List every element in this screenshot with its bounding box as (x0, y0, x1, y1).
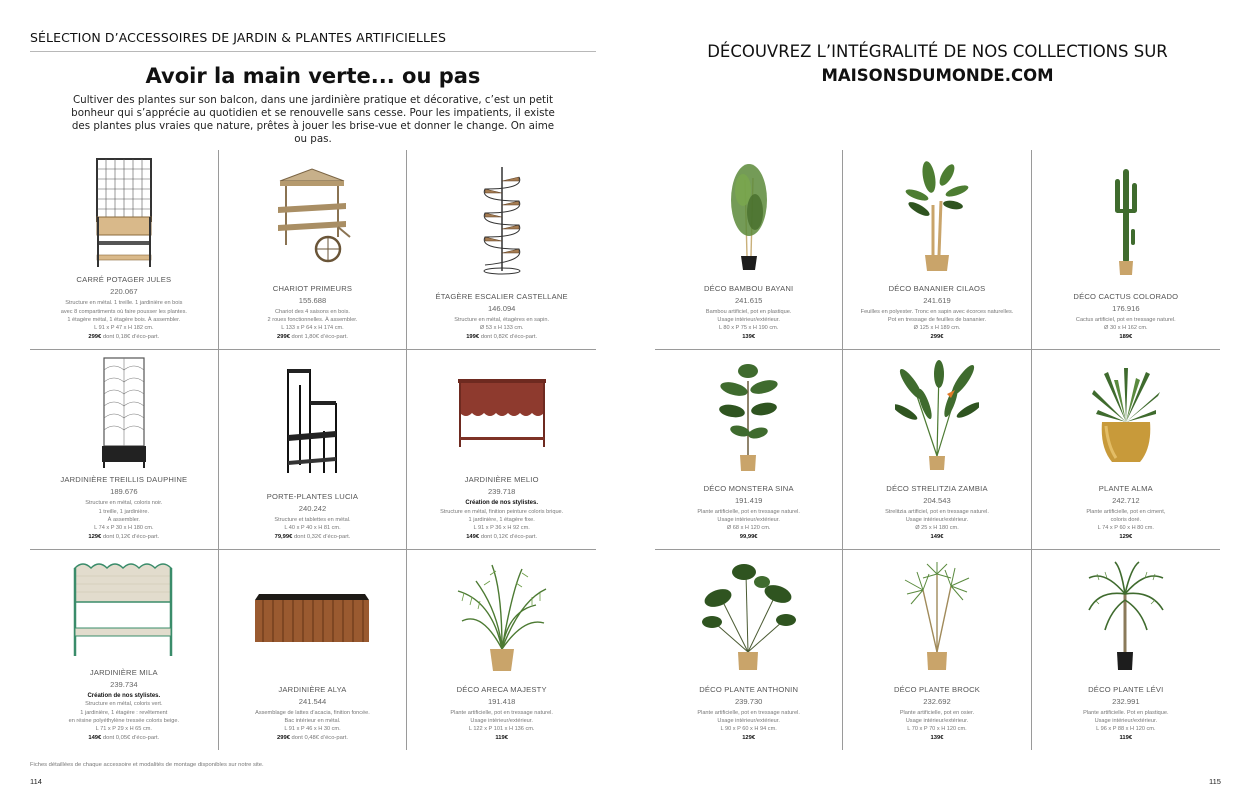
product-card[interactable] (407, 550, 596, 750)
product-name: ÉTAGÈRE ESCALIER CASTELLANE (435, 291, 568, 301)
strelitzia-icon (843, 350, 1030, 484)
eco-part: dont 1,80€ d’éco-part. (289, 333, 348, 340)
product-dimensions: Ø 68 x H 120 cm. (726, 525, 771, 532)
product-price: 139€ (930, 734, 944, 741)
palm-black-pot-icon (1032, 550, 1220, 685)
eco-part: dont 0,18€ d’éco-part. (101, 333, 160, 340)
product-name: JARDINIÈRE MELIO (464, 475, 539, 485)
product-dimensions: L 71 x P 29 x H 65 cm. (95, 726, 152, 733)
page-number-left: 114 (30, 777, 42, 786)
section-header: SÉLECTION D’ACCESSOIRES DE JARDIN & PLANTES ARTIFICIELLES (30, 30, 596, 52)
product-name: CARRÉ POTAGER JULES (76, 275, 172, 285)
product-price: 299€ (277, 333, 290, 340)
product-ref: 239.734 (110, 680, 138, 690)
product-desc-line: 2 roues fonctionnelles. À assembler. (267, 316, 358, 323)
product-price: 79,99€ (274, 533, 293, 540)
product-price-line (1036, 734, 1216, 743)
product-desc-line: Assemblage de lattes d’acacia, finition foncée. (255, 709, 370, 716)
product-price: 139€ (742, 333, 756, 340)
product-desc-line: Bambou artificiel, pot en plastique. (705, 308, 792, 315)
product-dimensions: L 91 x P 36 x H 92 cm. (473, 525, 530, 532)
product-name: JARDINIÈRE MILA (89, 668, 158, 678)
product-price: 189€ (1119, 333, 1133, 340)
product-ref: 155.688 (298, 295, 327, 305)
product-ref: 176.916 (1112, 303, 1140, 313)
product-ref: 204.543 (923, 495, 951, 505)
product-ref: 232.692 (923, 696, 951, 706)
product-price: 99,99€ (739, 533, 758, 540)
product-desc-line: Usage intérieur/extérieur. (717, 316, 780, 323)
eco-part: dont 0,12€ d’éco-part. (101, 533, 160, 540)
intro-paragraph: Cultiver des plantes sur son balcon, dans une jardinière pratique et décorative, c’est un petit bonheur qui s’apprécie au quotidien et se renouvelle sans cesse. Pour les impatients, il existe des plantes plus vraies que nature, prêtes à jouer les brise-vue et donner le change. On aime ou pas. (71, 94, 555, 145)
monstera-icon (655, 350, 842, 484)
product-card[interactable] (407, 150, 596, 350)
product-name: PLANTE ALMA (1098, 483, 1153, 493)
product-ref: 191.419 (734, 495, 763, 505)
product-desc-line: Plante artificielle, pot en tressage naturel. (450, 709, 553, 716)
product-card[interactable] (1032, 550, 1220, 750)
product-ref: 191.418 (487, 696, 516, 706)
product-card[interactable] (219, 350, 408, 550)
product-ref: 239.718 (487, 487, 516, 497)
product-desc-line: avec 8 compartiments où faire pousser les plantes. (60, 308, 187, 315)
spiral-shelf-icon (407, 150, 596, 292)
product-ref: 241.544 (298, 696, 327, 706)
product-price: 299€ (88, 333, 102, 340)
product-card[interactable] (30, 350, 219, 550)
product-name: CHARIOT PRIMEURS (272, 283, 353, 293)
product-desc-line: Usage intérieur/extérieur. (1094, 717, 1158, 724)
product-dimensions: L 91 x P 46 x H 30 cm. (284, 726, 341, 733)
product-price: 119€ (495, 734, 508, 741)
product-card[interactable] (30, 150, 219, 350)
product-card[interactable] (655, 550, 843, 750)
plant-stand-icon (219, 350, 407, 492)
planter-trellis-icon (30, 150, 218, 275)
product-dimensions: L 91 x P 47 x H 182 cm. (94, 325, 154, 332)
product-price-line (34, 333, 214, 342)
eco-part: dont 0,05€ d’éco-part. (101, 734, 160, 741)
product-desc-line: Structure en métal, étagères en sapin. (454, 316, 550, 323)
product-card[interactable] (843, 350, 1031, 550)
eco-part: dont 0,82€ d’éco-part. (479, 333, 538, 340)
product-desc-line: Structure en métal, coloris noir. (85, 500, 163, 507)
product-price-line (847, 333, 1026, 342)
product-desc-line: Cactus artificiel, pot en tressage naturel. (1075, 316, 1176, 323)
stylist-creation-label: Création de nos stylistes. (87, 693, 161, 700)
product-desc-line: Plante artificielle, pot en tressage naturel. (697, 709, 800, 716)
product-desc-line: Usage intérieur/extérieur. (905, 516, 969, 523)
product-card[interactable] (219, 150, 408, 350)
dracaena-icon (843, 550, 1030, 685)
accessories-grid (30, 150, 596, 750)
product-name: DÉCO ARECA MAJESTY (456, 684, 547, 694)
product-price-line (34, 533, 214, 542)
product-dimensions: L 80 x P 75 x H 190 cm. (718, 325, 779, 332)
product-price: 149€ (466, 533, 480, 540)
product-price: 149€ (930, 533, 944, 540)
product-price-line (659, 333, 838, 342)
product-desc-line: Usage intérieur/extérieur. (470, 717, 533, 724)
product-desc-line: Plante artificielle, pot en osier. (899, 709, 975, 716)
product-desc-line: 1 treille, 1 jardinière. (98, 508, 150, 515)
product-desc-line: 1 jardinière, 1 étagère fixe. (468, 516, 535, 523)
product-price-line (223, 734, 403, 743)
product-ref: 189.676 (110, 487, 138, 497)
product-dimensions: L 74 x P 30 x H 180 cm. (94, 525, 154, 532)
product-name: DÉCO MONSTERA SINA (703, 483, 794, 493)
product-desc-line: 1 jardinière, 1 étagère : revêtement (80, 709, 168, 716)
promo-banner (655, 40, 1220, 88)
product-price-line (223, 533, 403, 542)
product-dimensions: Ø 125 x H 189 cm. (913, 325, 961, 332)
product-desc-line: À assembler. (107, 516, 140, 523)
product-price-line (223, 333, 403, 342)
website-link[interactable]: MAISONSDUMONDE.COM (821, 66, 1054, 85)
product-desc-line: 1 étagère métal, 1 étagère bois. À assembler. (67, 316, 181, 323)
product-price: 119€ (1119, 734, 1133, 741)
product-name: DÉCO PLANTE BROCK (893, 684, 981, 694)
product-desc-line: coloris doré. (1110, 516, 1142, 523)
product-card[interactable] (1032, 150, 1220, 350)
product-card[interactable] (219, 550, 408, 750)
product-desc-line: Usage intérieur/extérieur. (717, 516, 780, 523)
product-price-line (1036, 533, 1216, 542)
cactus-icon (1032, 150, 1220, 292)
product-price-line (411, 533, 592, 542)
product-ref: 241.615 (734, 295, 763, 305)
product-desc-line: Bac intérieur en métal. (284, 717, 341, 724)
product-price: 199€ (466, 333, 480, 340)
product-ref: 242.712 (1112, 495, 1140, 505)
product-price-line (411, 333, 592, 342)
product-dimensions: Ø 53 x H 133 cm. (479, 325, 524, 332)
product-name: DÉCO PLANTE LÉVI (1088, 684, 1164, 694)
product-desc-line: Usage intérieur/extérieur. (905, 717, 969, 724)
product-desc-line: Structure en métal, finition peinture coloris brique. (440, 508, 564, 515)
promo-line: DÉCOUVREZ L’INTÉGRALITÉ DE NOS COLLECTIONS SUR (707, 42, 1168, 61)
product-dimensions: Ø 25 x H 180 cm. (915, 525, 959, 532)
eco-part: dont 0,12€ d’éco-part. (479, 533, 538, 540)
product-price: 129€ (1119, 533, 1133, 540)
product-desc-line: Pot en tressage de feuilles de bananier. (887, 316, 987, 323)
agave-gold-pot-icon (1032, 350, 1220, 484)
product-dimensions: L 40 x P 40 x H 81 cm. (284, 525, 341, 532)
product-card[interactable] (407, 350, 596, 550)
product-card[interactable] (655, 350, 843, 550)
product-dimensions: L 122 x P 101 x H 136 cm. (468, 726, 535, 733)
product-price-line (1036, 333, 1216, 342)
banana-tree-icon (843, 150, 1030, 284)
product-name: DÉCO BANANIER CILAOS (888, 283, 986, 293)
product-card[interactable] (1032, 350, 1220, 550)
product-dimensions: Ø 30 x H 162 cm. (1104, 325, 1148, 332)
product-dimensions: L 90 x P 60 x H 94 cm. (720, 726, 777, 733)
product-dimensions: L 133 x P 64 x H 174 cm. (281, 325, 344, 332)
product-desc-line: Structure et tablettes en métal. (274, 516, 351, 523)
product-card[interactable] (843, 550, 1031, 750)
acacia-planter-icon (219, 550, 407, 685)
product-price: 129€ (742, 734, 756, 741)
product-price: 299€ (930, 333, 944, 340)
product-dimensions: L 74 x P 60 x H 80 cm. (1097, 525, 1154, 532)
product-name: DÉCO PLANTE ANTHONIN (699, 684, 799, 694)
eco-part: dont 0,32€ d’éco-part. (292, 533, 351, 540)
product-desc-line: Plante artificielle. Pot en plastique. (1083, 709, 1169, 716)
product-name: DÉCO CACTUS COLORADO (1073, 291, 1179, 301)
product-desc-line: Plante artificielle, pot en tressage naturel. (697, 508, 800, 515)
product-desc-line: Structure en métal, coloris vert. (85, 701, 163, 708)
product-desc-line: Chariot des 4 saisons en bois. (275, 308, 350, 315)
product-price-line (659, 734, 838, 743)
product-ref: 220.067 (110, 287, 138, 297)
product-price: 299€ (277, 734, 290, 741)
artificial-plants-grid (655, 150, 1220, 750)
product-dimensions: L 70 x P 70 x H 120 cm. (907, 726, 967, 733)
product-ref: 240.242 (298, 503, 327, 513)
trellis-planter-icon (30, 350, 218, 475)
product-price-line (659, 533, 838, 542)
product-card[interactable] (30, 550, 219, 750)
product-name: DÉCO STRELITZIA ZAMBIA (886, 483, 988, 493)
product-card[interactable] (655, 150, 843, 350)
product-desc-line: Structure en métal. 1 treille. 1 jardinière en bois (65, 300, 183, 307)
wooden-cart-icon (219, 150, 407, 284)
product-ref: 232.991 (1112, 696, 1140, 706)
product-ref: 241.619 (923, 295, 951, 305)
page-headline: Avoir la main verte... ou pas (145, 64, 481, 88)
product-price: 129€ (88, 533, 102, 540)
green-planter-icon (30, 550, 218, 668)
footnote: Fiches détaillées de chaque accessoire et modalités de montage disponibles sur notre site. (30, 762, 264, 768)
bamboo-plant-icon (655, 150, 842, 284)
product-ref: 146.094 (487, 303, 516, 313)
product-price-line (34, 734, 214, 743)
product-price-line (847, 533, 1026, 542)
product-desc-line: Usage intérieur/extérieur. (717, 717, 780, 724)
product-ref: 239.730 (734, 696, 763, 706)
product-desc-line: Plante artificielle, pot en ciment, (1086, 508, 1166, 515)
product-desc-line: en résine polyéthylène tressée coloris beige. (68, 717, 180, 724)
page-number-right: 115 (1209, 777, 1221, 786)
areca-palm-icon (407, 550, 596, 685)
eco-part: dont 0,48€ d’éco-part. (289, 734, 348, 741)
product-desc-line: Strelitzia artificiel, pot en tressage naturel. (885, 508, 989, 515)
product-desc-line: Feuilles en polyester. Tronc en sapin avec écorces naturelles. (860, 308, 1014, 315)
product-price-line (411, 734, 592, 743)
product-price-line (847, 734, 1026, 743)
product-card[interactable] (843, 150, 1031, 350)
product-name: PORTE-PLANTES LUCIA (266, 491, 359, 501)
stylist-creation-label: Création de nos stylistes. (465, 500, 539, 507)
product-name: DÉCO BAMBOU BAYANI (703, 283, 794, 293)
product-name: JARDINIÈRE ALYA (278, 684, 347, 694)
product-dimensions: L 96 x P 88 x H 120 cm. (1096, 726, 1156, 733)
brick-planter-icon (407, 350, 596, 475)
anthonin-plant-icon (655, 550, 842, 685)
product-price: 149€ (88, 734, 102, 741)
product-name: JARDINIÈRE TREILLIS DAUPHINE (60, 475, 188, 485)
